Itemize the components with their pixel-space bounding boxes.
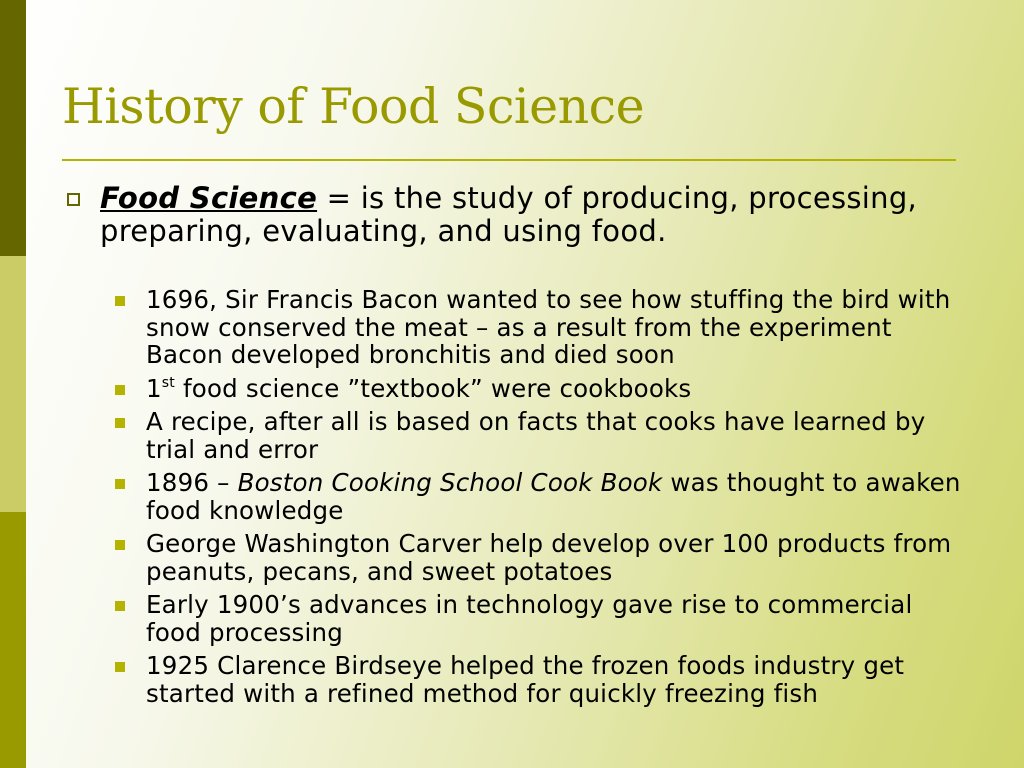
subpoint-text: 1696, Sir Francis Bacon wanted to see how stuffing the bird with snow conserved the meat – as a result from the experiment Bacon developed bronchitis and died soon (146, 285, 951, 369)
term-food-science: Food Science (100, 181, 318, 215)
accent-bar-segment-light (0, 256, 26, 512)
square-bullet-icon (115, 385, 125, 395)
list-item (113, 591, 973, 646)
list-item (113, 530, 973, 585)
subpoint-list (113, 286, 973, 713)
subpoint-text (146, 469, 973, 524)
list-item (113, 375, 973, 403)
subpoint-text-start: 1 (146, 373, 162, 403)
superscript-suffix: st (161, 374, 175, 391)
accent-bar-segment-dark (0, 0, 26, 256)
subpoint-text-start: 1896 – (146, 468, 238, 497)
accent-bar-segment-mid (0, 512, 26, 768)
title-divider (62, 159, 956, 161)
square-bullet-icon (115, 662, 125, 672)
subpoint-text-end: food science ”textbook” were cookbooks (174, 373, 692, 403)
definition-text: = is the study of producing, processing, preparing, evaluating, and using food. (100, 181, 918, 248)
square-bullet-icon (115, 296, 125, 306)
book-title: Boston Cooking School Cook Book (237, 468, 663, 497)
subpoint-text: George Washington Carver help develop over 100 products from peanuts, pecans, and sweet potatoes (146, 529, 952, 586)
main-bullet-text (100, 182, 962, 248)
subpoint-text (146, 375, 973, 403)
square-bullet-icon (115, 479, 125, 489)
slide-title: History of Food Science (62, 78, 645, 135)
list-item (113, 652, 973, 707)
subpoint-text: 1925 Clarence Birdseye helped the frozen foods industry get started with a refined method for quickly freezing fish (146, 651, 905, 708)
main-bullet (62, 182, 962, 248)
subpoint-text: Early 1900’s advances in technology gave rise to commercial food processing (146, 590, 913, 647)
list-item (113, 469, 973, 524)
square-bullet-icon (115, 418, 125, 428)
list-item (113, 286, 973, 369)
square-bullet-icon (115, 540, 125, 550)
list-item (113, 408, 973, 463)
subpoint-text-end: was thought to awaken food knowledge (146, 468, 961, 525)
subpoint-text: A recipe, after all is based on facts that cooks have learned by trial and error (146, 407, 926, 464)
left-accent-bar (0, 0, 26, 768)
square-bullet-icon (115, 601, 125, 611)
hollow-square-bullet-icon (67, 193, 80, 206)
